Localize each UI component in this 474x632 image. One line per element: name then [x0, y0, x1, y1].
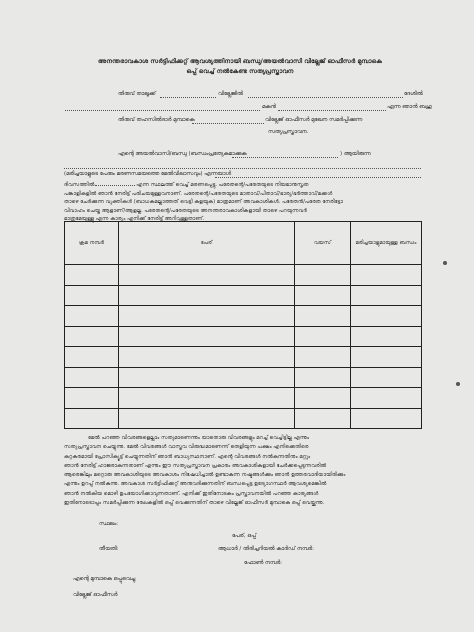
phone-label: ഫോൺ നമ്പർ: [244, 560, 282, 566]
cell-serial[interactable] [65, 367, 119, 388]
cell-name[interactable] [119, 326, 295, 347]
heirs-table-header [65, 222, 422, 265]
deceased-blank-1 [64, 168, 421, 169]
cell-relation[interactable] [351, 408, 422, 429]
cell-name[interactable] [119, 285, 295, 306]
intro-affidavit-label: സത്യപ്രസ്താവന. [268, 129, 309, 135]
intro-i-label: ഏന്ന ഞാൻ ബഹു [387, 104, 432, 110]
statement-paragraph [64, 181, 424, 224]
cell-name[interactable] [119, 408, 295, 429]
signature-label: പേര്, ഒപ്പ് [232, 533, 257, 539]
table-row [65, 367, 422, 388]
cell-name[interactable] [119, 388, 295, 409]
col-header-relation: മരിച്ചയാളുമായുള്ള ബന്ധം [351, 222, 422, 265]
cell-age[interactable] [295, 326, 351, 347]
cell-name[interactable] [119, 306, 295, 327]
cell-age[interactable] [295, 265, 351, 286]
date-label: തീയതി: [99, 546, 119, 552]
son-of-blank [278, 110, 386, 111]
cell-relation[interactable] [351, 306, 422, 327]
cell-name[interactable] [119, 367, 295, 388]
cell-age[interactable] [295, 388, 351, 409]
statement-line-6: വിവാഹം ചെയ്ത ആളാണ്/ആളല്ല. പരേതന്റെ/പരേതയുടെ അനന്തരാവകാശികളായി താഴെ പറയുന്നവർ [64, 207, 307, 214]
declaration-line: ഞാൻ നൽകിയ മൊഴി ഉപയോഗിക്കാവുന്നതാണ്. എനിക്ക് ഇതിനോടകം പ്രസ്താവനയിൽ പറഞ്ഞ കാര്യങ്ങൾ [64, 490, 319, 497]
declaration-line: ആരെങ്കിലും മറ്റൊരു അവകാശിയുടെ അവകാശം നിഷേധിച്ചാൽ ഉണ്ടാകുന്ന നഷ്ടങ്ങൾക്കും ഞാൻ ഉത്തരവാദിയായിരിക്കും [64, 472, 346, 479]
declaration-line: കുറ്റകരമായി പ്രോസിക്യൂട്ട് ചെയ്യുന്നതിന് ഞാൻ ബാധ്യസ്ഥനാണ്. എന്റെ വിവരങ്ങൾ നൽകുന്നതിനും മറ്റും [64, 453, 311, 460]
col-header-serial: ക്രമ നമ്പർ [65, 222, 119, 265]
attest-label: എന്റെ മുമ്പാകെ ഒപ്പുവെച്ചു [73, 576, 136, 582]
village-blank [248, 97, 403, 98]
cell-name[interactable] [119, 265, 295, 286]
cell-serial[interactable] [65, 388, 119, 409]
cell-relation[interactable] [351, 388, 422, 409]
cell-age[interactable] [295, 306, 351, 327]
cell-relation[interactable] [351, 265, 422, 286]
statement-line-4: പങ്കാളികളിൽ ഞാൻ നേരിട്ട് പരിചയമുള്ളവനാണ്. പരേതന്റെ/പരേതയുടെ മാതാവ്/പിതാവ്/ഭാര്യ/ഭർത്താവ്/മക്കൾ [64, 190, 333, 197]
taluk-blank [160, 97, 216, 98]
table-row [65, 388, 422, 409]
intro-village-label: വില്ലേജിൽ [218, 91, 243, 97]
declaration-line: മേൽ പറഞ്ഞ വിവരങ്ങളെല്ലാം സത്യമാണെന്നും യാതൊരു വിവരങ്ങളും മറച്ച് വെച്ചിട്ടില്ല എന്നും [88, 435, 310, 441]
statement-deceased-label: (മരിച്ചയാളുടെ പേരും മരണസമയത്തെ മേൽവിലാസവും) എന്നയാൾ [64, 171, 232, 177]
intro-desam-label: ദേശിൽ [404, 91, 423, 97]
intro-officer-label: വില്ലേജ് ഓഫീസർ മുഖേന സമർപ്പിക്കുന്ന [265, 117, 363, 123]
intro-son-label: മകൻ [262, 104, 276, 110]
officer-label: വില്ലേജ് ഓഫീസർ [73, 592, 118, 598]
cell-name[interactable] [119, 347, 295, 368]
statement-place-text: എന്ന സ്ഥലത്ത് വെച്ച് മരണപ്പെട്ടു. പരേതന്റെ/പരേതയുടെ നിയമാനുസൃത [136, 182, 309, 188]
cell-serial[interactable] [65, 347, 119, 368]
punch-hole-mark [456, 382, 460, 386]
cell-serial[interactable] [65, 326, 119, 347]
col-header-age: വയസ് [295, 222, 351, 265]
declaration-line: ഞാൻ നേരിട്ട് ഹാജരാകുന്നതാണ് എന്നും ഈ സത്യപ്രസ്താവന പ്രകാരം അവകാശികളായി ചേർക്കപ്പെടുന്നവരിൽ [64, 462, 327, 469]
cell-relation[interactable] [351, 367, 422, 388]
cell-serial[interactable] [65, 306, 119, 327]
declaration-line: സത്യപ്രസ്താവന ചെയ്യുന്നു. മേൽ വിവരങ്ങൾ വാസ്തവ വിരുദ്ധമാണെന്ന് തെളിയുന്ന പക്ഷം എനിക്കെതിരെ [64, 444, 309, 451]
declaration-line: ഇതിനോടൊപ്പം സമർപ്പിക്കുന്ന രേഖകളിൽ ഒപ്പ് വെക്കുന്നതിന് താഴെ വില്ലേജ് ഓഫീസർ മുമ്പാകെ ഒപ്പ് വെയ്ക്കുന്നു. [64, 500, 325, 507]
place-label: സ്ഥലം: [99, 521, 119, 527]
cell-relation[interactable] [351, 285, 422, 306]
table-row [65, 408, 422, 429]
intro-taluk-label: തിരുവ് താലൂക്ക് [118, 91, 156, 97]
heirs-table [64, 221, 422, 429]
punch-hole-mark [443, 261, 447, 265]
statement-relation-label: എന്റെ അയൽവാസി/ബന്ധു (ബന്ധംപ്രത്യേകമാക്കുക [118, 151, 247, 157]
cell-serial[interactable] [65, 285, 119, 306]
id-number-label: ആധാർ / തിരിച്ചറിയൽ കാർഡ് നമ്പർ: [218, 546, 314, 552]
intro-tahsildar-label: തിരുവ് തഹസിൽദാർ മുമ്പാകെ [118, 117, 195, 123]
table-row [65, 347, 422, 368]
statement-line-7: മാത്രമേയുള്ളൂ എന്ന കാര്യം എനിക്ക് നേരിട്ട് അറിവുള്ളതാണ്. [64, 216, 205, 223]
cell-serial[interactable] [65, 265, 119, 286]
cell-relation[interactable] [351, 347, 422, 368]
statement-line-5: താഴെ ചേർക്കുന്ന വ്യക്തികൾ (ബാധകമല്ലാത്തത് വെട്ടി കളയുക) മാത്രമാണ് അവകാശികൾ. പരേതൻ/പരേത നേരിട്ടോ [64, 199, 344, 206]
table-row [65, 326, 422, 347]
cell-age[interactable] [295, 408, 351, 429]
cell-age[interactable] [295, 347, 351, 368]
declaration-paragraph [64, 434, 426, 508]
table-row [65, 306, 422, 327]
statement-line-3 [64, 181, 424, 190]
document-title-line2: ഒപ്പ് വെച്ച് നൽകേണ്ട സത്യപ്രസ്താവന [186, 68, 294, 75]
cell-serial[interactable] [65, 408, 119, 429]
col-header-name: പേര് [119, 222, 295, 265]
cell-relation[interactable] [351, 326, 422, 347]
document-title-line1: അനന്തരാവകാശ സർട്ടിഫിക്കറ്റ് ആവശ്യത്തിനായി ബന്ധു/അയൽവാസി വില്ലേജ് ഓഫീസർ മുമ്പാകെ [97, 58, 383, 65]
statement-day-label: ദിവസത്തിൽ [64, 182, 95, 188]
table-row [65, 285, 422, 306]
declaration-line: എന്നും ഉറപ്പ് നൽകുന്നു. അവകാശ സർട്ടിഫിക്കറ്റ് അനുവദിക്കുന്നതിന് ബന്ധപ്പെട്ട ഉദ്യോഗസ്ഥർ ആവശ്യമെങ്കിൽ [64, 481, 327, 488]
house-blank [65, 110, 260, 111]
statement-was-label: ) ആയിരുന്ന [340, 151, 371, 157]
relation-blank [232, 157, 338, 158]
table-row [65, 265, 422, 286]
cell-age[interactable] [295, 285, 351, 306]
deceased-blank-2 [215, 177, 421, 178]
tahsildar-blank [192, 123, 264, 124]
cell-age[interactable] [295, 367, 351, 388]
